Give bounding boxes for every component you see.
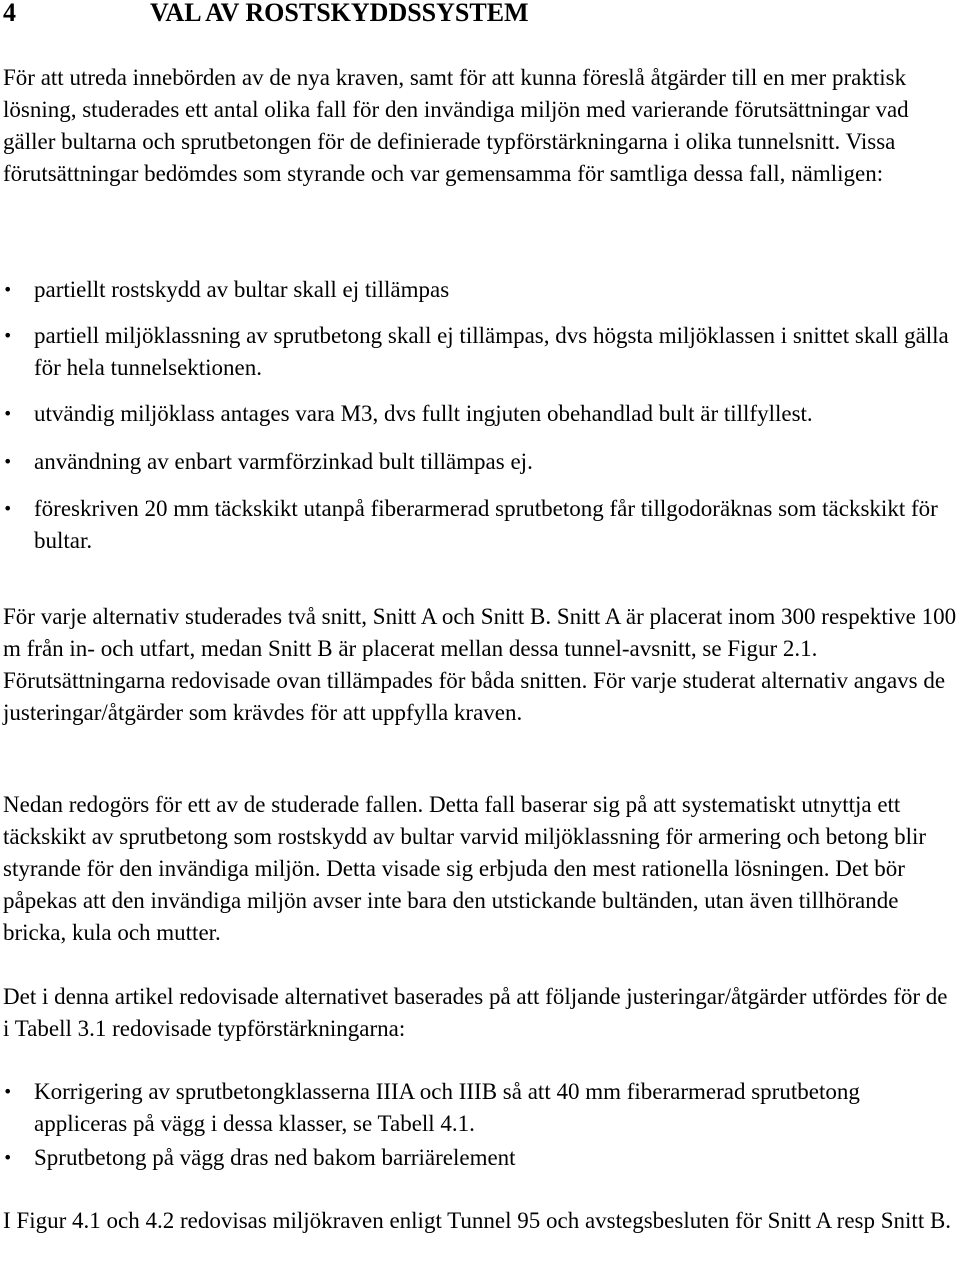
list-item <box>3 1076 958 1140</box>
list-item-text: föreskriven 20 mm täckskikt utanpå fiberarmerad sprutbetong får tillgodoräknas som täckskikt för bultar. <box>34 496 938 553</box>
list-item-text: utvändig miljöklass antages vara M3, dvs fullt ingjuten obehandlad bult är tillfyllest. <box>34 401 813 426</box>
list-item <box>3 1142 958 1174</box>
list-item-text: partiellt rostskydd av bultar skall ej tillämpas <box>34 277 450 302</box>
list-item <box>3 446 958 478</box>
list-item-text: partiell miljöklassning av sprutbetong skall ej tillämpas, dvs högsta miljöklassen i snittet skall gälla för hela tunnelsektionen. <box>34 323 949 380</box>
list-item-text: Sprutbetong på vägg dras ned bakom barriärelement <box>34 1145 516 1170</box>
bullet-icon: • <box>3 280 13 299</box>
list-item <box>3 398 958 430</box>
section-number: 4 <box>3 0 16 27</box>
list-item <box>3 320 958 384</box>
list-item-text: användning av enbart varmförzinkad bult tillämpas ej. <box>34 449 533 474</box>
intro-paragraph: För att utreda innebörden av de nya kraven, samt för att kunna föreslå åtgärder till en mer praktisk lösning, studerades ett antal olika fall för den invändiga miljön med varierande förutsättningar vad gäller bultarna och sprutbetongen för de definierade typförstärkningarna i olika tunnelsnitt. Vissa förutsättningar bedömdes som styrande och var gemensamma för samtliga dessa fall, nämligen: <box>3 65 909 186</box>
bullet-icon: • <box>3 326 13 345</box>
bullet-icon: • <box>3 452 13 471</box>
list-item <box>3 274 958 306</box>
body-paragraph: Nedan redogörs för ett av de studerade fallen. Detta fall baserar sig på att systematiskt utnyttja ett täckskikt av sprutbetong som rostskydd av bultar varvid miljöklassning för armering och betong blir styrande för den invändiga miljön. Detta visade sig erbjuda den mest rationella lösningen. Det bör påpekas att den invändiga miljön avser inte bara den utstickande bultänden, utan även tillhörande bricka, kula och mutter. <box>3 792 927 945</box>
body-paragraph: För varje alternativ studerades två snitt, Snitt A och Snitt B. Snitt A är placerat inom 300 respektive 100 m från in- och utfart, medan Snitt B är placerat mellan dessa tunnel-avsnitt, se Figur 2.1. Förutsättningarna redovisade ovan tillämpades för båda snitten. För varje studerat alternativ angavs de justeringar/åtgärder som krävdes för att uppfylla kraven. <box>3 604 957 725</box>
closing-paragraph: I Figur 4.1 och 4.2 redovisas miljökraven enligt Tunnel 95 och avstegsbesluten för Snitt A resp Snitt B. <box>3 1208 952 1233</box>
section-title: VAL AV ROSTSKYDDSSYSTEM <box>150 0 529 27</box>
bullet-icon: • <box>3 1082 13 1101</box>
bullet-icon: • <box>3 404 13 423</box>
body-paragraph: Det i denna artikel redovisade alternativet baserades på att följande justeringar/åtgärder utfördes för de i Tabell 3.1 redovisade typförstärkningarna: <box>3 984 948 1041</box>
bullet-icon: • <box>3 1148 13 1167</box>
list-item-text: Korrigering av sprutbetongklasserna IIIA och IIIB så att 40 mm fiberarmerad sprutbetong appliceras på vägg i dessa klasser, se Tabell 4.1. <box>34 1079 860 1136</box>
section-heading <box>3 0 529 28</box>
list-item <box>3 493 958 557</box>
bullet-icon: • <box>3 499 13 518</box>
